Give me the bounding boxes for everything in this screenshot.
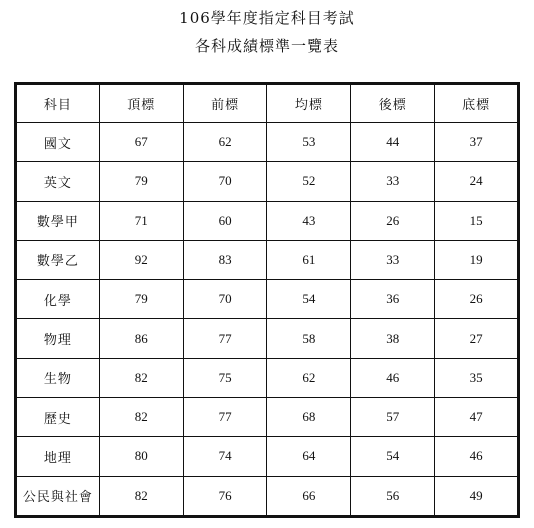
- score-cell-top: 71: [99, 201, 183, 240]
- score-cell-top: 79: [99, 162, 183, 201]
- subject-cell: 數學乙: [16, 240, 100, 279]
- subject-cell: 國文: [16, 123, 100, 162]
- table-row: [16, 319, 519, 358]
- score-cell-average: 54: [267, 280, 351, 319]
- table-row: [16, 437, 519, 476]
- score-cell-back: 57: [351, 397, 435, 436]
- table-row: [16, 397, 519, 436]
- header-front: 前標: [183, 84, 267, 123]
- score-cell-front: 76: [183, 476, 267, 516]
- score-cell-front: 60: [183, 201, 267, 240]
- score-cell-average: 53: [267, 123, 351, 162]
- score-cell-front: 62: [183, 123, 267, 162]
- title-line-table: 各科成績標準一覽表: [194, 37, 339, 55]
- score-cell-back: 54: [351, 437, 435, 476]
- score-cell-bottom: 24: [435, 162, 519, 201]
- score-cell-front: 77: [183, 397, 267, 436]
- table-row: [16, 280, 519, 319]
- score-cell-back: 36: [351, 280, 435, 319]
- score-cell-back: 26: [351, 201, 435, 240]
- score-cell-bottom: 15: [435, 201, 519, 240]
- score-cell-top: 82: [99, 358, 183, 397]
- score-cell-back: 46: [351, 358, 435, 397]
- score-cell-bottom: 37: [435, 123, 519, 162]
- header-top: 頂標: [99, 84, 183, 123]
- score-cell-back: 33: [351, 240, 435, 279]
- table-row: [16, 201, 519, 240]
- score-cell-average: 66: [267, 476, 351, 516]
- score-cell-front: 83: [183, 240, 267, 279]
- score-cell-bottom: 27: [435, 319, 519, 358]
- header-subject: 科目: [16, 84, 100, 123]
- score-cell-bottom: 19: [435, 240, 519, 279]
- score-cell-bottom: 35: [435, 358, 519, 397]
- score-cell-average: 68: [267, 397, 351, 436]
- score-cell-average: 52: [267, 162, 351, 201]
- table-row: [16, 476, 519, 516]
- score-cell-top: 79: [99, 280, 183, 319]
- score-cell-front: 70: [183, 280, 267, 319]
- table-row: [16, 162, 519, 201]
- subject-cell: 化學: [16, 280, 100, 319]
- subject-cell: 英文: [16, 162, 100, 201]
- header-row: [16, 84, 519, 123]
- subject-cell: 歷史: [16, 397, 100, 436]
- score-cell-average: 58: [267, 319, 351, 358]
- grade-standards-table: [14, 82, 520, 518]
- score-cell-top: 82: [99, 476, 183, 516]
- subject-cell: 公民與社會: [16, 476, 100, 516]
- score-cell-front: 74: [183, 437, 267, 476]
- score-cell-back: 56: [351, 476, 435, 516]
- score-cell-top: 86: [99, 319, 183, 358]
- subject-cell: 地理: [16, 437, 100, 476]
- score-cell-average: 61: [267, 240, 351, 279]
- table-header: [16, 84, 519, 123]
- score-cell-bottom: 47: [435, 397, 519, 436]
- score-cell-front: 75: [183, 358, 267, 397]
- table-row: [16, 240, 519, 279]
- score-cell-bottom: 46: [435, 437, 519, 476]
- score-cell-bottom: 26: [435, 280, 519, 319]
- score-cell-bottom: 49: [435, 476, 519, 516]
- subject-cell: 生物: [16, 358, 100, 397]
- subject-cell: 數學甲: [16, 201, 100, 240]
- header-average: 均標: [267, 84, 351, 123]
- header-back: 後標: [351, 84, 435, 123]
- score-cell-top: 82: [99, 397, 183, 436]
- document-title: [0, 6, 534, 58]
- score-cell-back: 33: [351, 162, 435, 201]
- score-cell-back: 44: [351, 123, 435, 162]
- table-body: [16, 123, 519, 517]
- score-cell-front: 70: [183, 162, 267, 201]
- score-cell-average: 43: [267, 201, 351, 240]
- table-row: [16, 123, 519, 162]
- score-cell-top: 92: [99, 240, 183, 279]
- header-bottom: 底標: [435, 84, 519, 123]
- score-cell-average: 64: [267, 437, 351, 476]
- score-cell-average: 62: [267, 358, 351, 397]
- score-cell-front: 77: [183, 319, 267, 358]
- table-row: [16, 358, 519, 397]
- title-line-exam: 106學年度指定科目考試: [179, 9, 355, 27]
- subject-cell: 物理: [16, 319, 100, 358]
- score-cell-back: 38: [351, 319, 435, 358]
- score-cell-top: 67: [99, 123, 183, 162]
- score-cell-top: 80: [99, 437, 183, 476]
